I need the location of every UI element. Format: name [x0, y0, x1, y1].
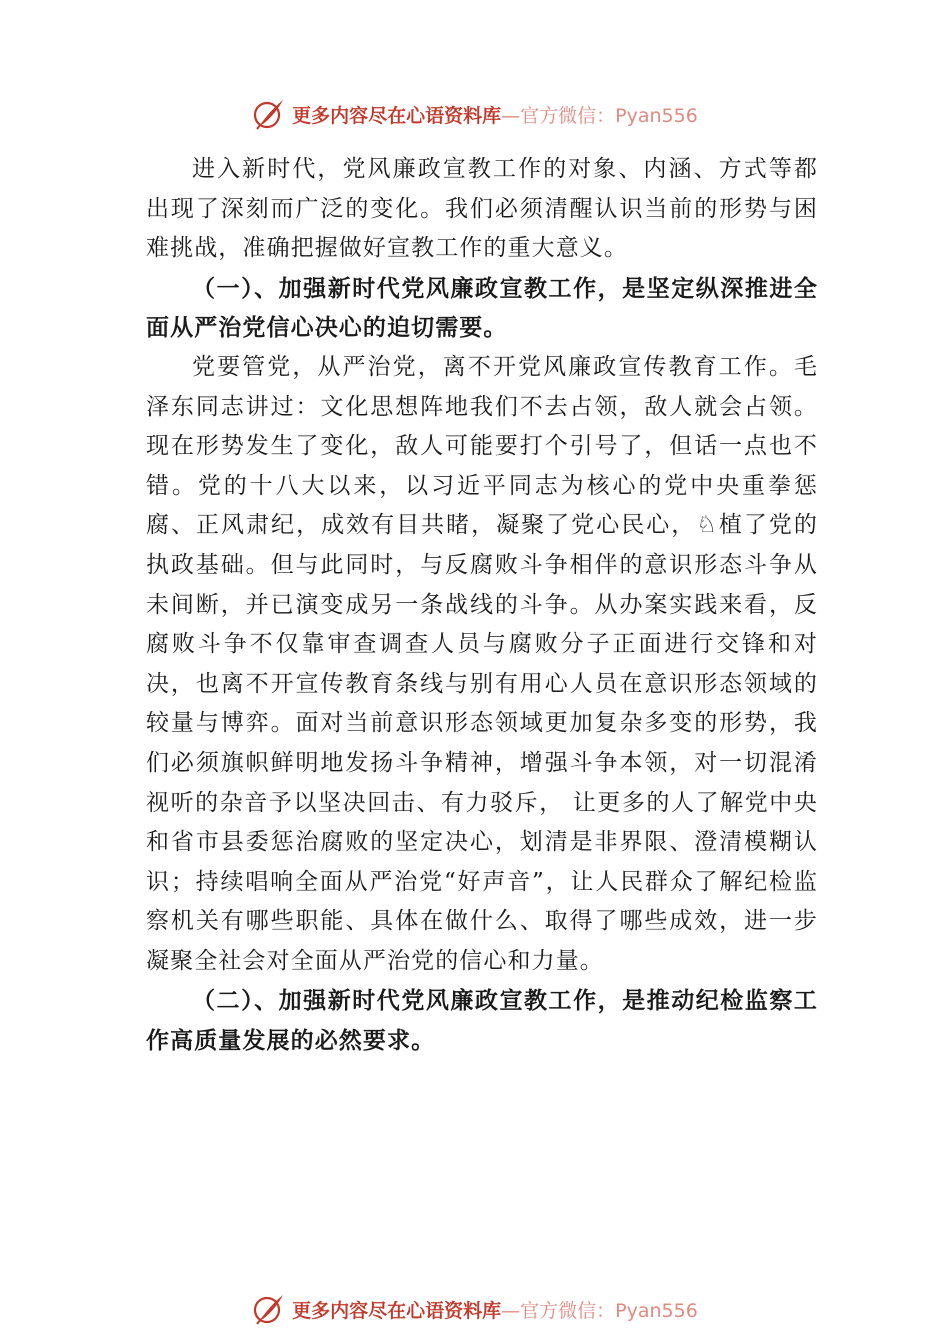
watermark-main-text: 更多内容尽在心语资料库: [292, 104, 502, 127]
quill-pen-logo-icon: [252, 1292, 286, 1326]
header-watermark: [0, 94, 950, 134]
quill-pen-logo-icon: [252, 97, 286, 131]
paragraph-intro: 进入新时代，党风廉政宣教工作的对象、内涵、方式等都出现了深刻而广泛的变化。我们必须清醒认识当前的形势与困难挑战，准确把握做好宣教工作的重大意义。: [146, 156, 818, 262]
paragraph-section-1: 党要管党，从严治党，离不开党风廉政宣传教育工作。毛泽东同志讲过：文化思想阵地我们不去占领，敌人就会占领。现在形势发生了变化，敌人可能要打个引号了，但话一点也不错。党的十八大以来，以习近平同志为核心的党中央重拳惩腐、正风肃纪，成效有目共睹，凝聚了党心民心，♘植了党的执政基础。但与此同时，与反腐败斗争相伴的意识形态斗争从未间断，并已演变成另一条战线的斗争。从办案实践来看，反腐败斗争不仅靠审查调查人员与腐败分子正面进行交锋和对决，也离不开宣传教育条线与别有用心人员在意识形态领域的较量与博弈。面对当前意识形态领域更加复杂多变的形势，我们必须旗帜鲜明地发扬斗争精神，增强斗争本领，对一切混淆视听的杂音予以坚决回击、有力驳斥， 让更多的人了解党中央和省市县委惩治腐败的坚定决心，划清是非界限、澄清模糊认识；持续唱响全面从严治党“好声音”，让人民群众了解纪检监察机关有哪些职能、具体在做什么、取得了哪些成效，进一步凝聚全社会对全面从严治党的信心和力量。: [146, 353, 818, 974]
document-body: [146, 150, 818, 1061]
section-heading-1: （一）、加强新时代党风廉政宣教工作，是坚定纵深推进全面从严治党信心决心的迫切需要。: [146, 274, 818, 342]
watermark-sub-text: —官方微信：Pyan556: [501, 1299, 698, 1322]
watermark-sub-text: —官方微信：Pyan556: [501, 104, 698, 127]
watermark-main-text: 更多内容尽在心语资料库: [292, 1299, 502, 1322]
footer-watermark: [0, 1289, 950, 1329]
section-heading-2: （二）、加强新时代党风廉政宣教工作，是推动纪检监察工作高质量发展的必然要求。: [146, 987, 818, 1055]
